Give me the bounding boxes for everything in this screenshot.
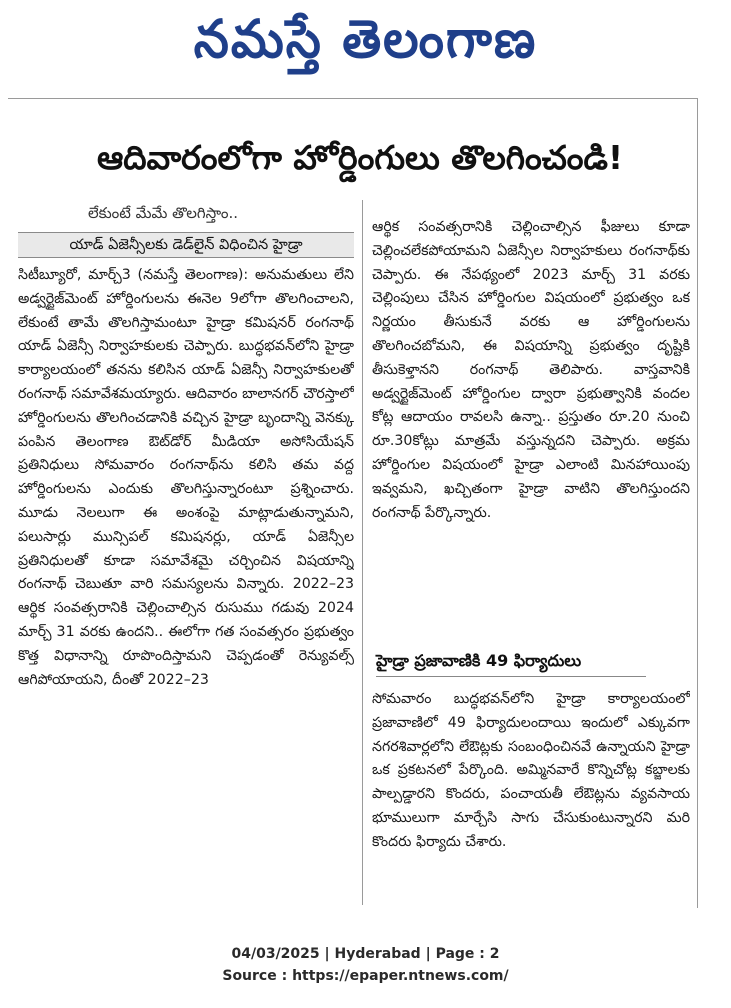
right-body-text-1: ఆర్థిక సంవత్సరానికి చెల్లించాల్సిన ఫీజులు కూడా చెల్లించలేకపోయామని ఏజెన్సీల నిర్వాహకులు రంగనాథ్‌కు చెప్పారు. ఈ నేపథ్యంలో 2023 మార్చ్ 31 వరకు చెల్లింపులు చేసిన హోర్డింగుల విషయంలో ప్రభుత్వం ఒక నిర్ణయం తీసుకునే వరకు ఆ హోర్డింగులను తొలగించబోమని, ఈ విషయాన్ని ప్రభుత్వం దృష్టికి తీసుకెళ్తానని రంగనాథ్ తెలిపారు. వాస్తవానికి అడ్వర్టైజ్‌మెంట్ హోర్డింగుల ద్వారా ప్రభుత్వానికి వందల కోట్ల ఆదాయం రావలసి ఉన్నా.. ప్రస్తుతం రూ.20 నుంచి రూ.30కోట్లు మాత్రమే వస్తున్నదని చెప్పారు. అక్రమ హోర్డింగుల విషయంలో హైడ్రా ఎలాంటి మినహాయింపు ఇవ్వమని, ఖచ్చితంగా హైడ్రా వాటిని తొలగిస్తుందని రంగనాథ్ పేర్కొన్నారు.	[372, 219, 690, 521]
right-column-body-2	[372, 688, 690, 906]
right-body-text-2: సోమవారం బుద్ధభవన్‌లోని హైడ్రా కార్యాలయంలో ప్రజావాణిలో 49 ఫిర్యాదులందాయి ఇందులో ఎక్కువగా నగరశివార్లలోని లేఔట్లకు సంబంధించినవే ఉన్నాయని హైడ్రా ఒక ప్రకటనలో పేర్కొంది. అమ్మినవారే కొన్నిచోట్ల కబ్జాలకు పాల్పడ్డారని కొందరు, పంచాయతీ లేఔట్లను వ్యవసాయ భూములుగా మార్చేసి సాగు చేసుకుంటున్నారని మరి కొందరు ఫిర్యాదు చేశారు.	[372, 691, 690, 850]
article-top-rule	[8, 98, 698, 99]
left-column-body	[18, 264, 354, 906]
masthead	[0, 0, 731, 80]
sub-headline: యాడ్ ఏజెన్సీలకు డెడ్‌లైన్ విధించిన హైడ్రా	[18, 232, 354, 258]
side-headline: హైడ్రా ప్రజావాణికి 49 ఫిర్యాదులు	[376, 646, 646, 677]
article-right-rule	[697, 98, 698, 908]
masthead-logo-text: నమస్తే తెలంగాణ	[193, 8, 538, 70]
kicker: లేకుంటే మేమే తొలగిస్తాం..	[88, 204, 239, 222]
footer-date-line: 04/03/2025 | Hyderabad | Page : 2	[231, 946, 500, 962]
right-column-body-1	[372, 216, 690, 636]
column-divider	[362, 200, 363, 905]
footer-source-line: Source : https://epaper.ntnews.com/	[222, 968, 509, 984]
headline: ఆదివారంలోగా హోర్డింగులు తొలగించండి!	[96, 138, 624, 177]
left-body-text: సిటీబ్యూరో, మార్చ్3 (నమస్తే తెలంగాణ): అనుమతులు లేని అడ్వర్టైజ్‌మెంట్ హోర్డింగులను ఈనెల 9లోగా తొలగించాలని, లేకుంటే తామే తొలగిస్తామంటూ హైడ్రా కమిషనర్ రంగనాథ్ యాడ్ ఏజెన్సీ నిర్వాహకులకు చెప్పారు. బుద్ధభవన్‌లోని హైడ్రా కార్యాలయంలో తనను కలిసిన యాడ్ ఏజెన్సీ నిర్వాహకులతో రంగనాథ్ సమావేశమయ్యారు. ఆదివారం బాలానగర్ చౌరస్తాలో హోర్డింగులను తొలగించడానికి వచ్చిన హైడ్రా బృందాన్ని వెనక్కు పంపిన తెలంగాణ ఔట్‌డోర్ మీడియా అసోసియేషన్ ప్రతినిధులు సోమవారం రంగనాథ్‌ను కలిసి తమ వద్ద హోర్డింగులను ఎందుకు తొలగిస్తున్నారంటూ ప్రశ్నించారు. మూడు నెలలుగా ఈ అంశంపై మాట్లాడుతున్నామని, పలుసార్లు మున్సిపల్ కమిషనర్లు, యాడ్ ఏజెన్సీల ప్రతినిధులతో కూడా సమావేశమై చర్చించిన విషయాన్ని రంగనాథ్ చెబుతూ వారి సమస్యలను విన్నారు. 2022–23 ఆర్థిక సంవత్సరానికి చెల్లించాల్సిన రుసుము గడువు 2024 మార్చ్ 31 వరకు ఉందని.. ఈలోగా గత సంవత్సరం ప్రభుత్వం కొత్త విధానాన్ని రూపొందిస్తామని చెప్పడంతో రెన్యువల్స్ ఆగిపోయాయని, దీంతో 2022–23	[18, 267, 354, 688]
